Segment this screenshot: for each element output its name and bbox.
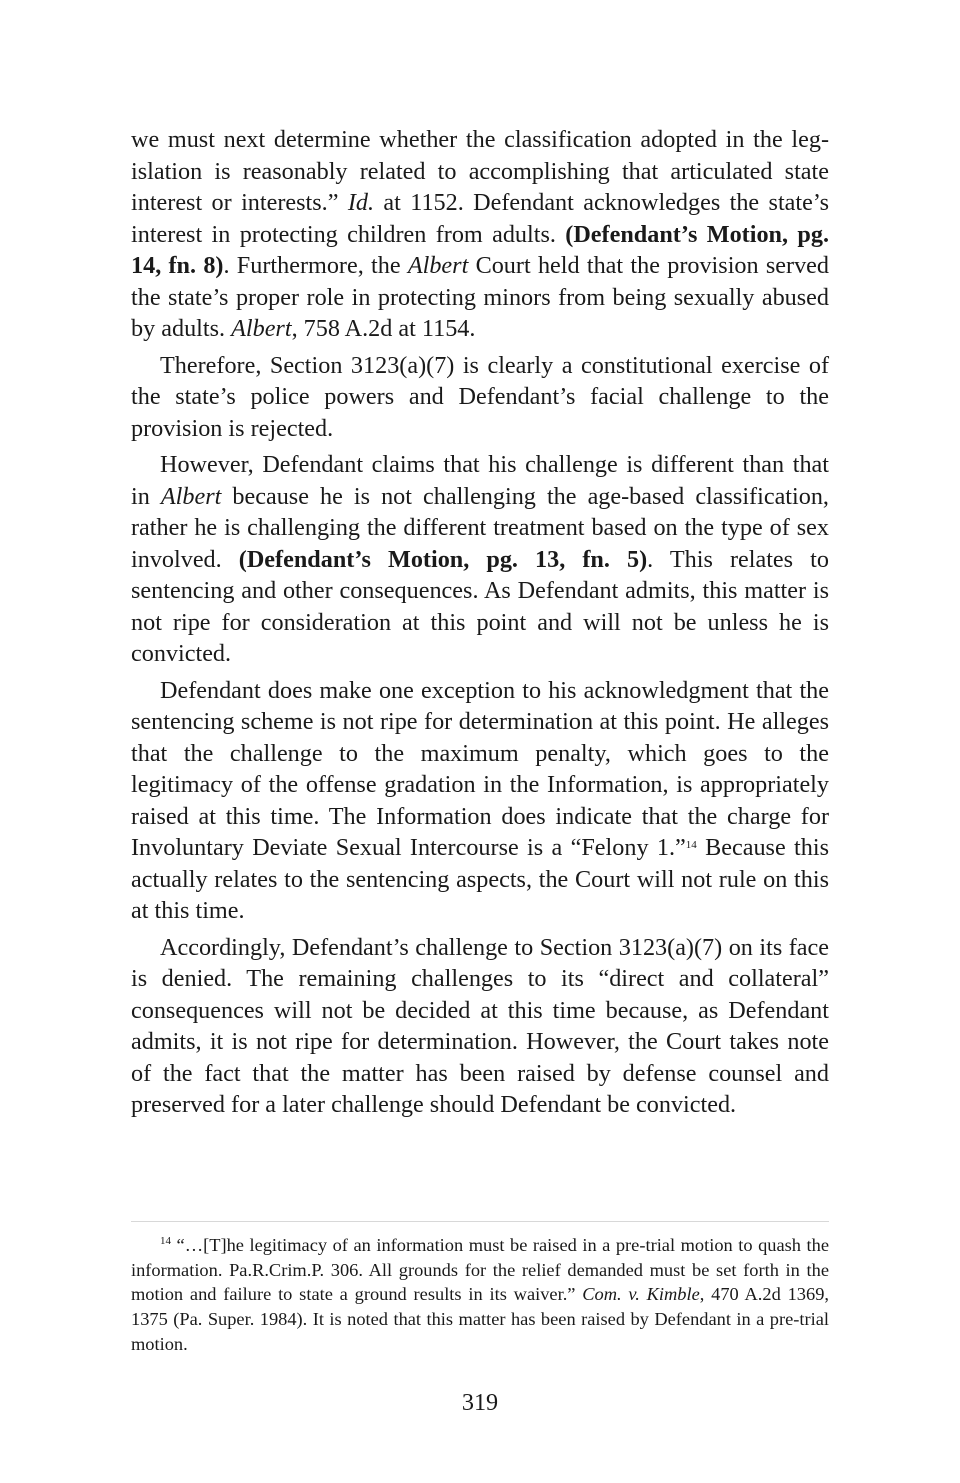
text-run: Defendant does make one exception to his acknowledgment that the sentencing scheme is not ripe for determination at this point. He alleges that the challenge to the maximum penalty, which goes to the legitimacy of the offense gradation in the Information, is appropriately raised at this time. The Information does indicate that the charge for Involuntary Deviate Sexual Intercourse is a “Felony 1.”: [131, 676, 829, 861]
italic-text: Id.: [347, 189, 375, 216]
footnote: [131, 1233, 829, 1357]
text-run: . Furthermore, the: [223, 252, 408, 279]
italic-text: Com. v. Kimble: [582, 1284, 700, 1305]
italic-text: Albert: [407, 252, 469, 279]
footnote-marker: 14: [160, 1235, 171, 1247]
text-run: , 758 A.2d at 1154.: [291, 315, 476, 342]
text-run: Therefore, Section 3123(a)(7) is clearly a constitutional exercise of the state’s police powers and Defendant’s facial challenge to the provision is rejected.: [131, 351, 829, 442]
text-run: “…[T]he legitimacy of an information must be raised in a pre-trial motion to quash the information. Pa.R.Crim.P. 306. All grounds for the relief demanded must be set forth in the motion and failure to state a ground results in its waiver.”: [131, 1235, 829, 1305]
page-number: 319: [461, 1389, 499, 1416]
paragraph: [131, 350, 829, 445]
text-run: we must next determine whether the classification adopted in the legislation is reasonably related to accomplishing that articulated state interest or interests.”: [131, 126, 829, 216]
text-run: . This relates to sentencing and other consequences. As Defendant admits, this matter is not ripe for consideration at this point and will not be unless he is convicted.: [131, 545, 829, 667]
footnote-divider: [131, 1221, 829, 1222]
text-run: However, Defendant claims that his challenge is different than that in: [131, 451, 829, 510]
paragraph: [131, 675, 829, 927]
paragraph: [131, 932, 829, 1121]
italic-text: Albert: [160, 482, 222, 510]
bold-citation: (Defendant’s Motion, pg. 13, fn. 5): [238, 545, 648, 573]
text-run: Court held that the provision served the state’s proper role in protecting minors from being sexually abused by adults.: [131, 252, 829, 342]
text-run: , 470 A.2d 1369, 1375 (Pa. Super. 1984). It is noted that this matter has been raised by Defendant in a pre-trial motion.: [131, 1284, 829, 1354]
footnote-marker: 14: [685, 839, 697, 851]
paragraph: [131, 124, 829, 345]
paragraph: [131, 449, 829, 670]
bold-citation: (Defendant’s Motion, pg. 14, fn. 8): [131, 220, 829, 279]
text-run: Accordingly, Defendant’s challenge to Section 3123(a)(7) on its face is denied. The remaining challenges to its “direct and collateral” consequences will not be decided at this time because, as Defendant admits, it is not ripe for determination. However, the Court takes note of the fact that the matter has been raised by defense counsel and preserved for a later challenge should Defendant be convicted.: [131, 933, 829, 1118]
text-run: because he is not challenging the age-based classification, rather he is challenging the different treatment based on the type of sex involved.: [131, 482, 829, 573]
main-text: [131, 124, 829, 1121]
text-run: at 1152. Defendant acknowledges the state’s interest in protecting children from adults.: [131, 189, 829, 248]
italic-text: Albert: [231, 315, 292, 342]
text-run: Because this actually relates to the sentencing aspects, the Court will not rule on this at this time.: [131, 834, 830, 924]
